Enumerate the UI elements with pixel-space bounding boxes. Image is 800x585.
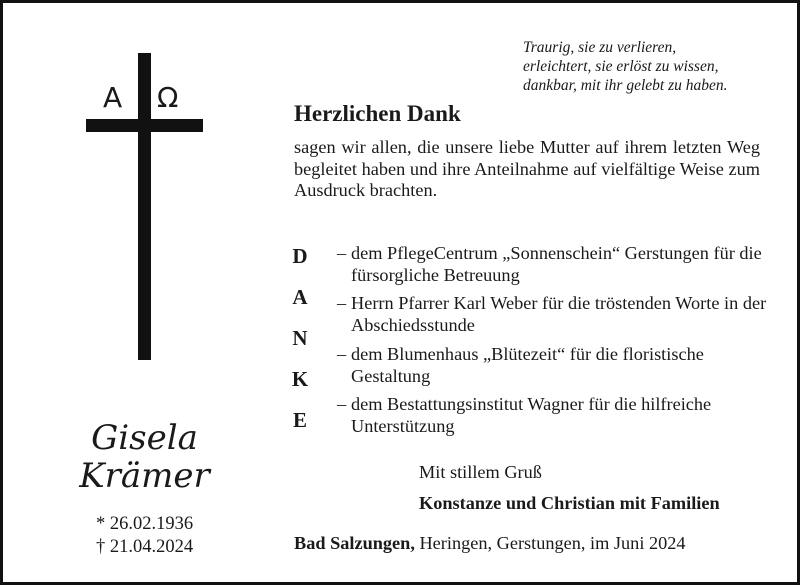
quote	[523, 38, 728, 95]
quote-line: dankbar, mit ihr gelebt zu haben.	[523, 77, 728, 94]
dash: –	[337, 243, 347, 263]
dash: –	[337, 344, 347, 364]
thanks-item	[337, 293, 767, 336]
greeting: Mit stillem Gruß	[419, 462, 542, 482]
quote-line: Traurig, sie zu verlieren,	[523, 39, 677, 56]
deceased-last-name: Krämer	[79, 456, 210, 496]
alpha-symbol: Α	[103, 81, 123, 114]
cross-icon	[138, 53, 151, 360]
thanks-item	[337, 344, 767, 387]
intro-text: sagen wir allen, die unsere liebe Mutter auf ihrem letzten Weg begleitet haben und ihre Anteilnahme auf vielfältige Weise zum Ausdruck brachten.	[294, 137, 760, 200]
omega-symbol: Ω	[157, 81, 179, 114]
danke-letter: E	[292, 408, 307, 432]
cross-bar	[86, 119, 203, 132]
family-signature: Konstanze und Christian mit Familien	[419, 493, 720, 513]
dash: –	[337, 293, 347, 313]
thanks-text: Herrn Pfarrer Karl Weber für die tröstenden Worte in der Abschiedsstunde	[351, 293, 767, 335]
place-date	[294, 532, 686, 554]
deceased-first-name: Gisela	[91, 418, 198, 458]
dash: –	[337, 394, 347, 414]
thanks-item	[337, 394, 767, 437]
thanks-text: dem Blumenhaus „Blütezeit“ für die floristische Gestaltung	[351, 344, 704, 386]
thanks-text: dem Bestattungsinstitut Wagner für die hilfreiche Unterstützung	[351, 394, 712, 436]
birth-date: * 26.02.1936	[95, 514, 194, 534]
place-bold: Bad Salzungen,	[294, 533, 415, 553]
heading: Herzlichen Dank	[294, 101, 461, 126]
quote-line: erleichtert, sie erlöst zu wissen,	[523, 58, 719, 75]
danke-letter: D	[292, 244, 308, 268]
thanks-item	[337, 243, 767, 286]
death-date: † 21.04.2024	[95, 537, 194, 557]
thanks-text: dem PflegeCentrum „Sonnenschein“ Gerstungen für die fürsorgliche Betreuung	[351, 243, 762, 285]
danke-letter: K	[291, 367, 309, 391]
danke-letter: N	[292, 326, 308, 350]
danke-letter: A	[292, 285, 308, 309]
place-rest: Heringen, Gerstungen, im Juni 2024	[419, 533, 686, 553]
